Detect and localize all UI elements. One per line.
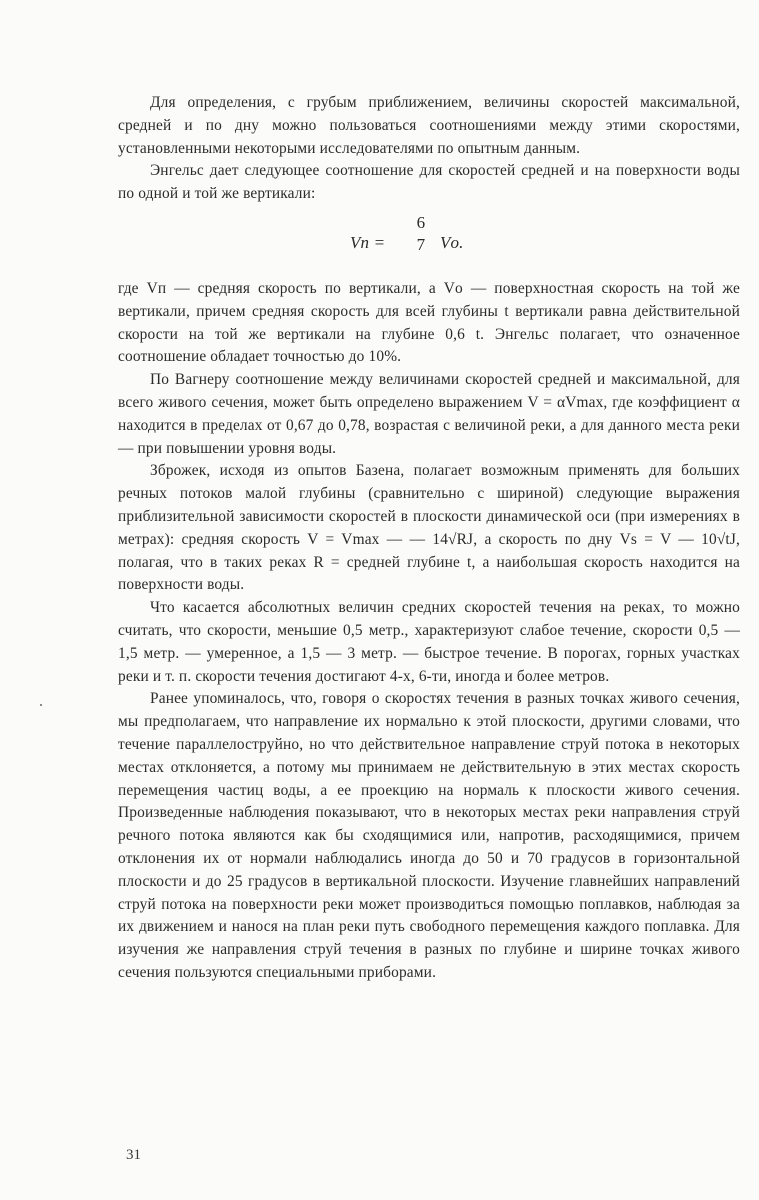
formula-numerator: 6 [416,212,426,232]
body-text [118,92,740,985]
engels-formula [118,206,740,278]
formula-rhs: Vо. [440,232,464,252]
scan-speck [40,704,42,706]
formula-denominator: 7 [416,234,426,254]
paragraph-1: Для определения, с грубым приближением, величины скоростей максимальной, средней и по дну можно пользоваться соотношениями между этими скоростями, установленными некоторыми исследователями по опытным данным. [118,94,740,157]
paragraph-7: Ранее упоминалось, что, говоря о скоростях течения в разных точках живого сечения, мы предполагаем, что направление их нормально к этой плоскости, другими словами, что течение параллелоструйно, но что действительное направление струй потока в некоторых местах отклоняется, а потому мы принимаем не действительную в этих местах скорость перемещения частиц воды, а ее проекцию на нормаль к плоскости живого сечения. Произведенные наблюдения показывают, что в некоторых местах реки направления струй речного потока являются как бы сходящимися или, напротив, расходящимися, причем отклонения их от нормали наблюдались иногда до 50 и 70 градусов в горизонтальной плоскости и до 25 градусов в вертикальной плоскости. Изучение главнейших направлений струй потока на поверхности реки может производиться помощью поплавков, наблюдая за их движением и нанося на план реки путь свободного перемещения каждого поплавка. Для изучения же направления струй течения в разных по глубине и ширине точках живого сечения пользуются специальными приборами. [118,690,740,981]
paragraph-6: Что касается абсолютных величин средних скоростей течения на реках, то можно считать, что скорости, меньшие 0,5 метр., характеризуют слабое течение, скорости 0,5 — 1,5 метр. — умеренное, а 1,5 — 3 метр. — быстрое течение. В порогах, горных участках реки и т. п. скорости течения достигают 4-х, 6-ти, иногда и более метров. [118,599,740,685]
paragraph-2: Энгельс дает следующее соотношение для скоростей средней и на поверхности воды по одной и той же вертикали: [118,162,740,203]
formula-fraction [410,212,432,256]
paragraph-5: Зброжек, исходя из опытов Базена, полагает возможным применять для больших речных потоков малой глубины (сравнительно с шириной) следующие выражения приблизительной зависимости скоростей в плоскости динамической оси (при измерениях в метрах): средняя скорость V = Vmax — — 14√RJ, а скорость по дну Vs = V — 10√tJ, полагая, что в таких реках R = средней глубине t, а наибольшая скорость находится на поверхности воды. [118,462,740,594]
formula-lhs: Vп = [350,232,386,252]
paragraph-3: где Vп — средняя скорость по вертикали, а Vо — поверхностная скорость на той же вертикали, причем средняя скорость для всей глубины t вертикали равна действительной скорости на той же вертикали на глубине 0,6 t. Энгельс полагает, что означенное соотношение обладает точностью до 10%. [118,279,740,366]
page-number: 31 [126,1147,141,1163]
paragraph-4: По Вагнеру соотношение между величинами скоростей средней и максимальной, для всего живого сечения, может быть определено выражением V = αVmax, где коэффициент α находится в пределах от 0,67 до 0,78, возрастая с величиной реки, а для данного места реки — при повышении уровня воды. [118,371,740,457]
